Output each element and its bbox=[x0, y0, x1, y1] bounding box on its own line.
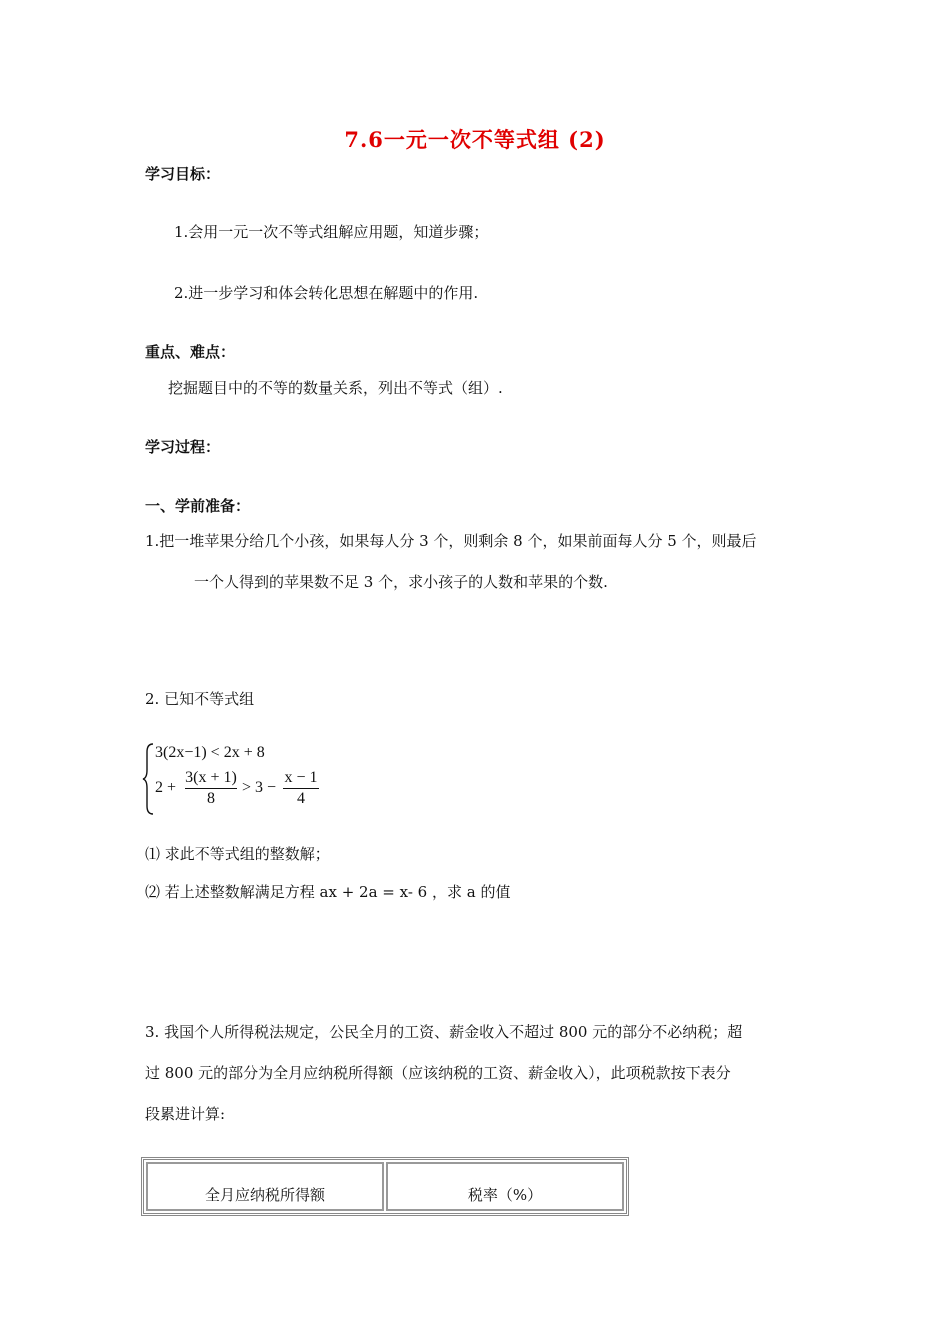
problem2-intro: 2. 已知不等式组 bbox=[145, 690, 255, 708]
problem3-line2: 过 800 元的部分为全月应纳税所得额（应该纳税的工资、薪金收入），此项税款按下表分 bbox=[145, 1064, 731, 1082]
table-row bbox=[146, 1162, 624, 1211]
fraction-1-denominator: 8 bbox=[207, 790, 215, 807]
inequality-1: 3(2x−1) < 2x + 8 bbox=[155, 744, 265, 761]
inequality-2-prefix: 2 + bbox=[155, 779, 177, 796]
problem3-line1: 3. 我国个人所得税法规定，公民全月的工资、薪金收入不超过 800 元的部分不必纳税；超 bbox=[145, 1023, 743, 1041]
fraction-2-numerator: x − 1 bbox=[284, 769, 318, 786]
objectives-heading: 学习目标： bbox=[145, 165, 221, 183]
problem2-question1: ⑴ 求此不等式组的整数解； bbox=[145, 845, 330, 863]
problem1-line2: 一个人得到的苹果数不足 3 个，求小孩子的人数和苹果的个数. bbox=[194, 573, 608, 591]
tax-table-header-income: 全月应纳税所得额 bbox=[146, 1162, 384, 1211]
key-points-text: 挖掘题目中的不等的数量关系，列出不等式（组）. bbox=[168, 379, 503, 397]
section1-heading: 一、学前准备： bbox=[145, 497, 251, 515]
inequality-system bbox=[143, 742, 343, 816]
tax-table-wrapper bbox=[141, 1157, 629, 1216]
problem2-question2: ⑵ 若上述整数解满足方程 ax + 2a = x- 6 ，求 a 的值 bbox=[145, 883, 511, 901]
key-points-heading: 重点、难点： bbox=[145, 343, 236, 361]
fraction-2-denominator: 4 bbox=[297, 790, 305, 807]
tax-table bbox=[141, 1157, 629, 1216]
process-heading: 学习过程： bbox=[145, 438, 221, 456]
problem3-line3: 段累进计算: bbox=[145, 1105, 226, 1123]
page-title: 7.6一元一次不等式组 (2) bbox=[344, 127, 606, 152]
problem1-line1: 1.把一堆苹果分给几个小孩，如果每人分 3 个，则剩余 8 个，如果前面每人分 5 个，则最后 bbox=[145, 532, 757, 550]
fraction-1 bbox=[183, 769, 239, 808]
objective-item-2: 2.进一步学习和体会转化思想在解题中的作用. bbox=[174, 284, 479, 302]
objective-item-1: 1.会用一元一次不等式组解应用题，知道步骤； bbox=[174, 223, 489, 241]
inequality-2-mid: > 3 − bbox=[242, 779, 277, 796]
tax-table-header-rate: 税率（%） bbox=[386, 1162, 624, 1211]
fraction-1-numerator: 3(x + 1) bbox=[185, 769, 237, 786]
fraction-2 bbox=[281, 769, 321, 808]
